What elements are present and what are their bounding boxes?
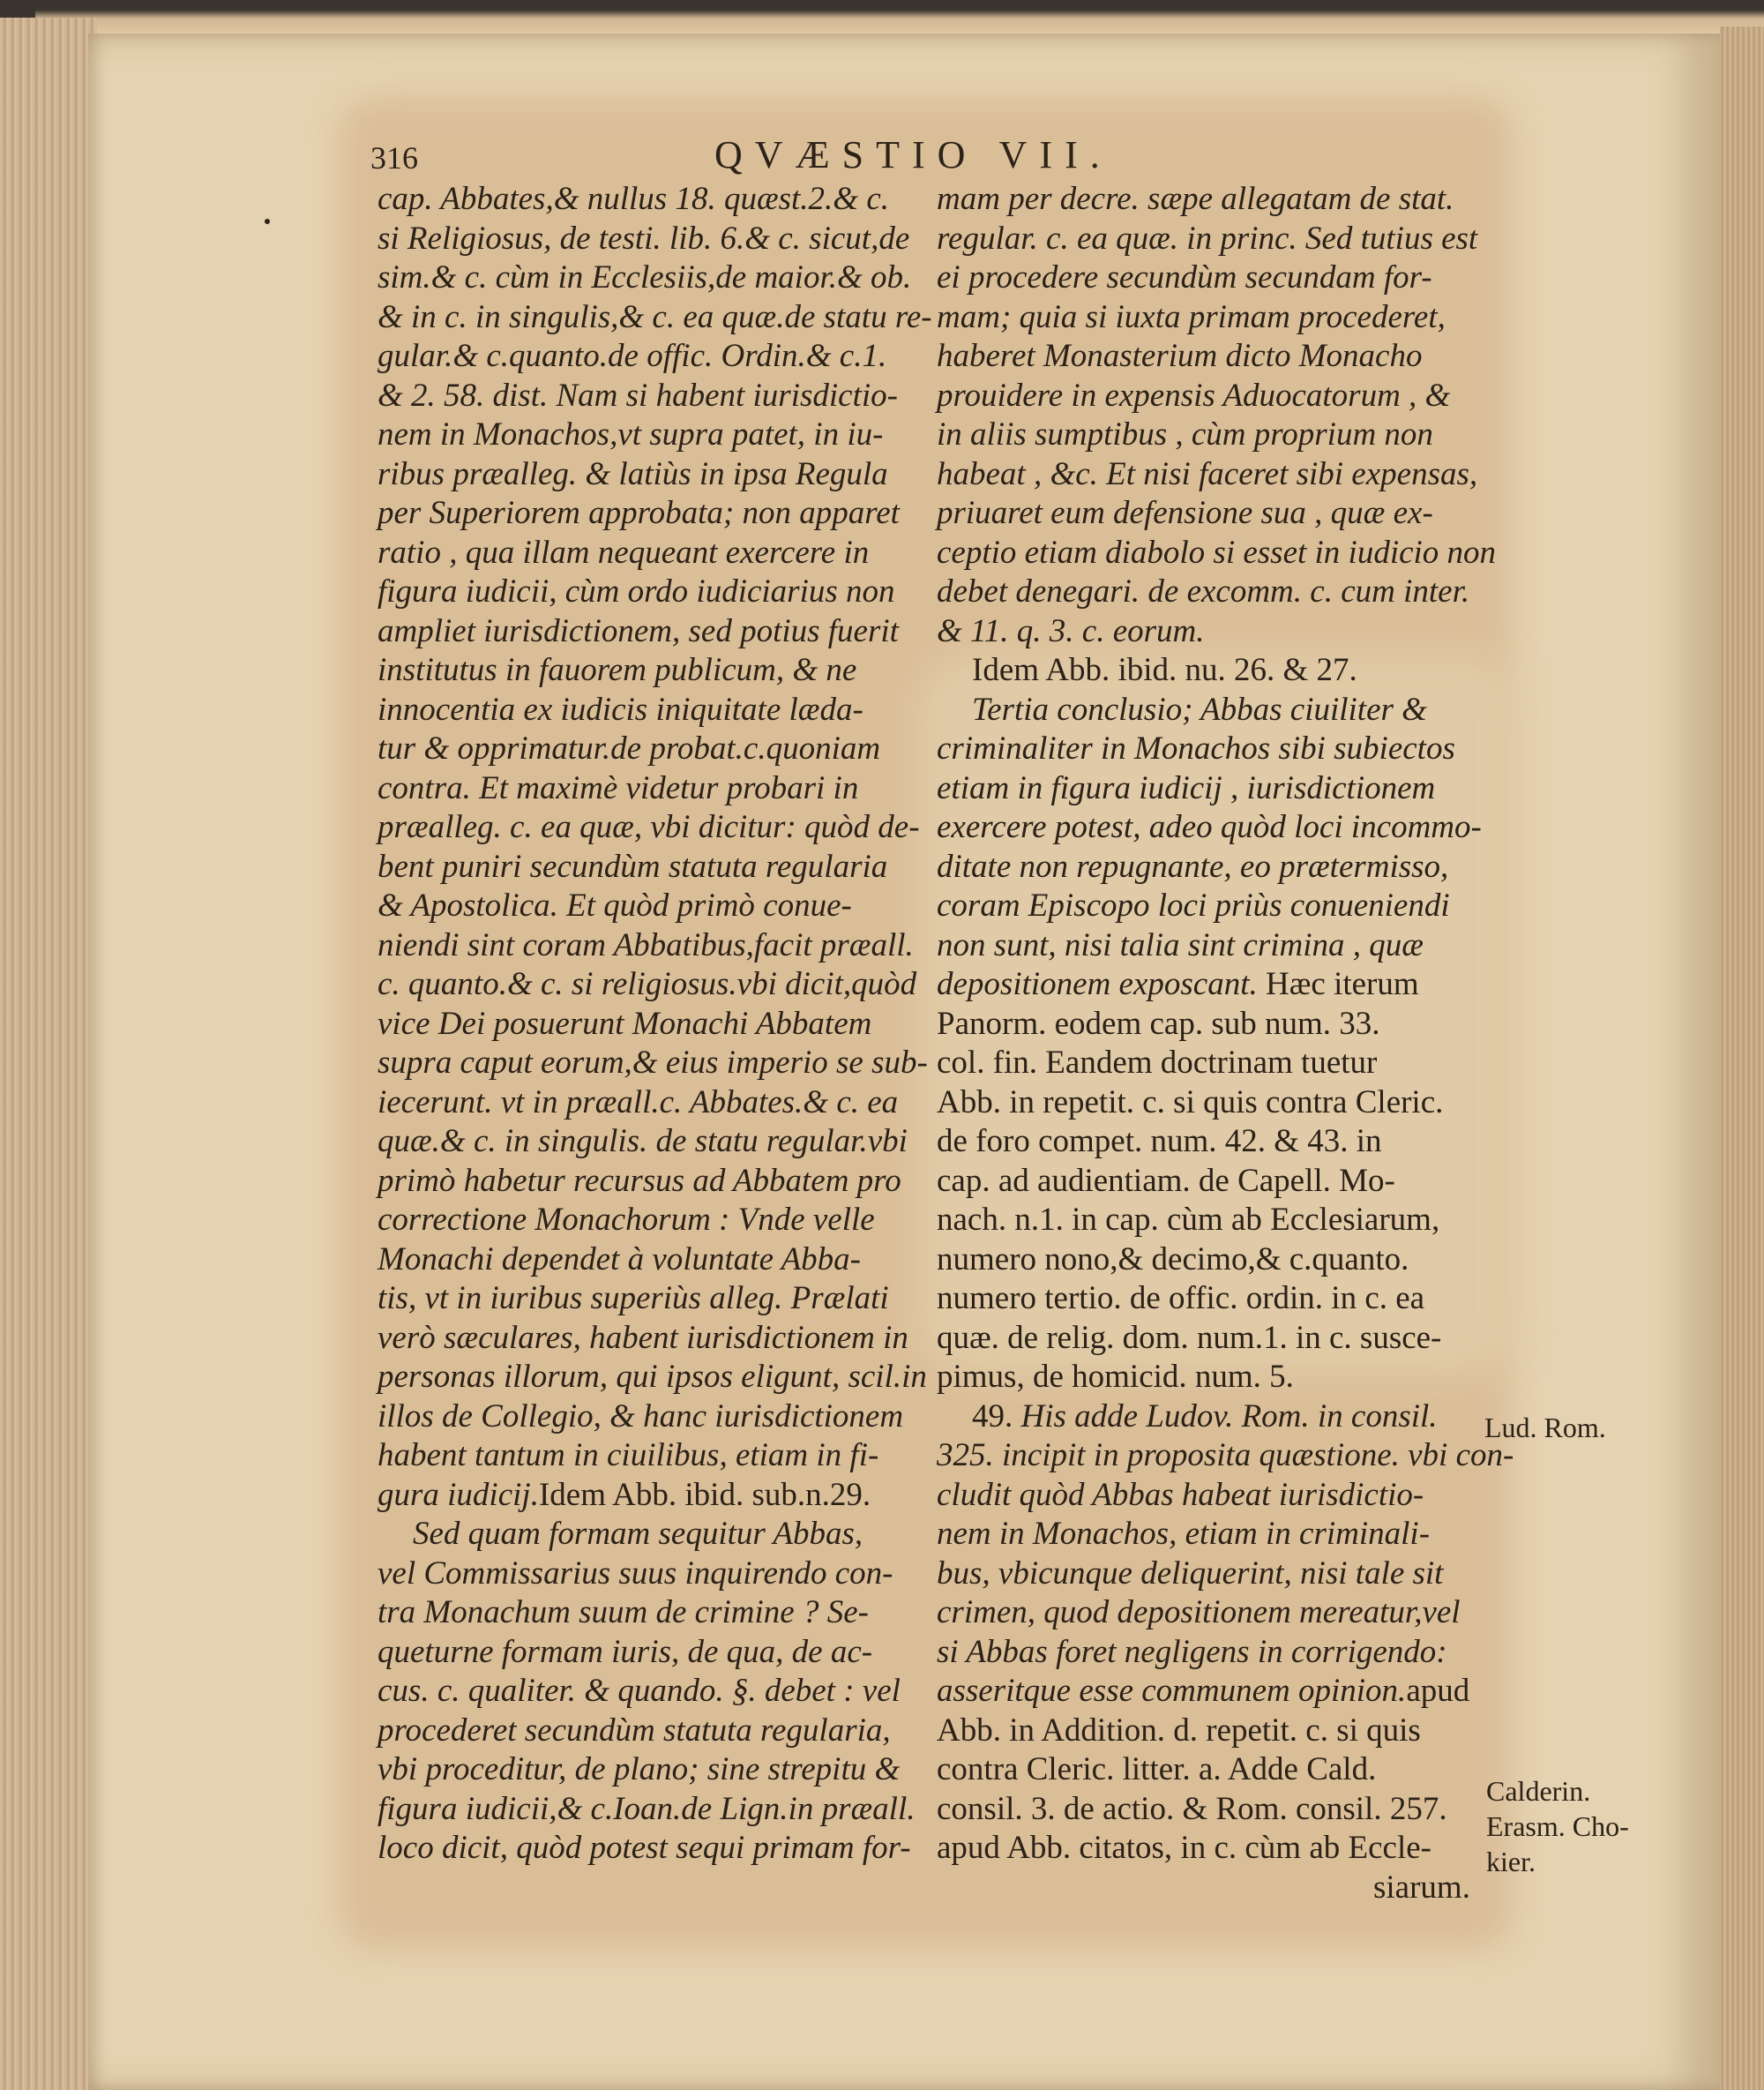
text-line: pimus, de homicid. num. 5. — [937, 1359, 1294, 1395]
text-line: si Abbas foret negligens in corrigendo: — [937, 1633, 1447, 1670]
text-line: si Religiosus, de testi. lib. 6.& c. sicut,de — [377, 220, 910, 257]
running-head: QVÆSTIO VII. — [714, 133, 1112, 176]
text-line: regular. c. ea quæ. in princ. Sed tutius est — [937, 220, 1478, 257]
text-line: vice Dei posuerunt Monachi Abbatem — [377, 1005, 872, 1042]
text-line: ceptio etiam diabolo si esset in iudicio non — [937, 534, 1497, 571]
page-stack-left — [0, 18, 97, 2090]
page-stack-top — [35, 0, 1764, 34]
text-line: personas illorum, qui ipsos eligunt, scil.in — [377, 1359, 927, 1395]
text-span — [1013, 1398, 1020, 1435]
text-line: Panorm. eodem cap. sub num. 33. — [937, 1005, 1380, 1042]
text-line: gular.& c.quanto.de offic. Ordin.& c.1. — [377, 338, 887, 374]
text-line: quæ.& c. in singulis. de statu regular.vbi — [377, 1123, 908, 1159]
text-line: innocentia ex iudicis iniquitate læda- — [377, 691, 863, 728]
citation: Idem Abb. ibid. sub.n.29. — [538, 1476, 871, 1513]
paragraph-number: 49. — [972, 1397, 1013, 1435]
text-line: figura iudicii,& c.Ioan.de Lign.in præall. — [377, 1790, 916, 1827]
text-span: depositionem exposcant. — [937, 966, 1258, 1002]
text-line: correctione Monachorum : Vnde velle — [377, 1202, 875, 1238]
text-line: criminaliter in Monachos sibi subiectos — [937, 730, 1455, 767]
text-line: coram Episcopo loci priùs conueniendi — [937, 888, 1450, 924]
text-span: asseritque esse communem opinion. — [937, 1673, 1407, 1709]
text-line: prouidere in expensis Aduocatorum , & — [937, 377, 1451, 414]
text-line: nem in Monachos,vt supra patet, in iu- — [377, 416, 884, 453]
text-line: procederet secundùm statuta regularia, — [377, 1712, 891, 1749]
text-line — [937, 965, 1501, 1005]
text-line: nem in Monachos, etiam in criminali- — [937, 1516, 1431, 1552]
text-line: iecerunt. vt in præall.c. Abbates.& c. ea — [377, 1083, 899, 1120]
text-line: cap. ad audientiam. de Capell. Mo- — [937, 1162, 1395, 1199]
text-line: & 2. 58. dist. Nam si habent iurisdictio- — [377, 377, 898, 414]
margin-note-lud-rom: Lud. Rom. — [1484, 1412, 1606, 1443]
text-line: vel Commissarius suus inquirendo con- — [377, 1554, 893, 1592]
text-line: ampliet iurisdictionem, sed potius fuerit — [377, 612, 899, 649]
text-line: supra caput eorum,& eius imperio se sub- — [377, 1045, 928, 1081]
text-line: tra Monachum suum de crimine ? Se- — [377, 1594, 869, 1630]
text-line: debet denegari. de excomm. c. cum inter. — [937, 573, 1470, 610]
text-span: His adde Ludov. Rom. in consil. — [1020, 1397, 1438, 1435]
text-line: Abb. in Addition. d. repetit. c. si quis — [937, 1712, 1421, 1749]
text-line: mam per decre. sæpe allegatam de stat. — [937, 181, 1454, 217]
text-line: Tertia conclusio; Abbas ciuiliter & — [972, 691, 1427, 728]
text-line: nach. n.1. in cap. cùm ab Ecclesiarum, — [937, 1202, 1440, 1238]
text-line: ei procedere secundùm secundam for- — [937, 259, 1432, 296]
text-line: contra. Et maximè videtur probari in — [377, 769, 859, 806]
text-line: vbi proceditur, de plano; sine strepitu & — [377, 1751, 901, 1787]
text-line: quæ. de relig. dom. num.1. in c. susce- — [937, 1319, 1442, 1356]
text-line: niendi sint coram Abbatibus,facit præall. — [377, 926, 914, 963]
text-line: ratio , qua illam nequeant exercere in — [377, 534, 870, 571]
text-line: verò sæculares, habent iurisdictionem in — [377, 1319, 908, 1356]
text-line: contra Cleric. litter. a. Adde Cald. — [937, 1751, 1377, 1787]
text-line: crimen, quod depositionem mereatur,vel — [937, 1594, 1461, 1630]
text-line — [377, 1476, 933, 1516]
text-line: non sunt, nisi talia sint crimina , quæ — [937, 926, 1424, 963]
text-line: 325. incipit in proposita quæstione. vbi con- — [937, 1437, 1514, 1473]
text-line: consil. 3. de actio. & Rom. consil. 257. — [937, 1790, 1447, 1827]
text-line: cap. Abbates,& nullus 18. quæst.2.& c. — [377, 181, 890, 217]
text-line: & Apostolica. Et quòd primò conue- — [377, 888, 852, 924]
text-line: siarum. — [1373, 1869, 1470, 1906]
text-line: cludit quòd Abbas habeat iurisdictio- — [937, 1476, 1424, 1513]
text-line: sim.& c. cùm in Ecclesiis,de maior.& ob. — [377, 259, 912, 296]
text-line: Abb. in repetit. c. si quis contra Cleric. — [937, 1083, 1444, 1120]
text-span — [1258, 966, 1266, 1002]
text-line: bus, vbicunque deliquerint, nisi tale sit — [937, 1554, 1444, 1592]
text-line: exercere potest, adeo quòd loci incommo- — [937, 809, 1482, 845]
text-line: in aliis sumptibus , cùm proprium non — [937, 416, 1433, 453]
text-line: tis, vt in iuribus superiùs alleg. Prælati — [377, 1280, 889, 1316]
text-line: primò habetur recursus ad Abbatem pro — [377, 1162, 901, 1199]
text-line — [937, 1397, 1501, 1437]
text-line: & in c. in singulis,& c. ea quæ.de statu re- — [377, 298, 932, 335]
text-line: habeat , &c. Et nisi faceret sibi expensas, — [937, 455, 1478, 492]
citation: Idem Abb. ibid. nu. 26. & 27. — [972, 652, 1357, 688]
text-line: Monachi dependet à voluntate Abba- — [377, 1240, 862, 1277]
text-line: etiam in figura iudicij , iurisdictionem — [937, 769, 1436, 806]
text-line: col. fin. Eandem doctrinam tuetur — [937, 1045, 1378, 1081]
text-line: c. quanto.& c. si religiosus.vbi dicit,quòd — [377, 966, 917, 1002]
text-line: mam; quia si iuxta primam procederet, — [937, 298, 1446, 335]
text-line: illos de Collegio, & hanc iurisdictionem — [377, 1397, 904, 1435]
citation: Hæc iterum — [1266, 966, 1419, 1002]
ink-dot — [265, 219, 270, 224]
text-span: gura iudicij. — [377, 1476, 539, 1513]
page-stack-right — [1720, 26, 1764, 2090]
margin-note-line: Erasm. Cho- — [1486, 1810, 1629, 1842]
text-line: de foro compet. num. 42. & 43. in — [937, 1123, 1382, 1159]
text-line: bent puniri secundùm statuta regularia — [377, 848, 888, 885]
text-line: ribus præalleg. & latiùs in ipsa Regula — [377, 455, 888, 492]
margin-note-calderin — [1486, 1773, 1629, 1879]
text-line: loco dicit, quòd potest sequi primam for- — [377, 1830, 911, 1866]
text-line: ditate non repugnante, eo prætermisso, — [937, 848, 1449, 885]
margin-note-line: kier. — [1486, 1846, 1536, 1877]
text-line: tur & opprimatur.de probat.c.quoniam — [377, 730, 881, 767]
text-span: apud — [1406, 1673, 1470, 1709]
text-line: figura iudicii, cùm ordo iudiciarius non — [377, 573, 895, 610]
left-column — [377, 180, 933, 1869]
text-line: habent tantum in ciuilibus, etiam in fi- — [377, 1437, 879, 1473]
text-line: Sed quam formam sequitur Abbas, — [413, 1516, 863, 1552]
page-number: 316 — [370, 140, 418, 176]
text-line: præalleg. c. ea quæ, vbi dicitur: quòd de- — [377, 809, 920, 845]
text-line: numero nono,& decimo,& c.quanto. — [937, 1240, 1409, 1277]
text-line: per Superiorem approbata; non apparet — [377, 495, 900, 531]
text-line: cus. c. qualiter. & quando. §. debet : vel — [377, 1673, 901, 1709]
text-line: numero tertio. de offic. ordin. in c. ea — [937, 1280, 1425, 1316]
text-line: apud Abb. citatos, in c. cùm ab Eccle- — [937, 1830, 1431, 1866]
text-line: priuaret eum defensione sua , quæ ex- — [937, 495, 1433, 531]
text-line: & 11. q. 3. c. eorum. — [937, 612, 1205, 649]
text-line — [937, 1672, 1501, 1712]
text-line: haberet Monasterium dicto Monacho — [937, 338, 1423, 374]
text-line: institutus in fauorem publicum, & ne — [377, 652, 857, 688]
margin-note-line: Calderin. — [1486, 1775, 1591, 1807]
text-line: queturne formam iuris, de qua, de ac- — [377, 1633, 873, 1670]
